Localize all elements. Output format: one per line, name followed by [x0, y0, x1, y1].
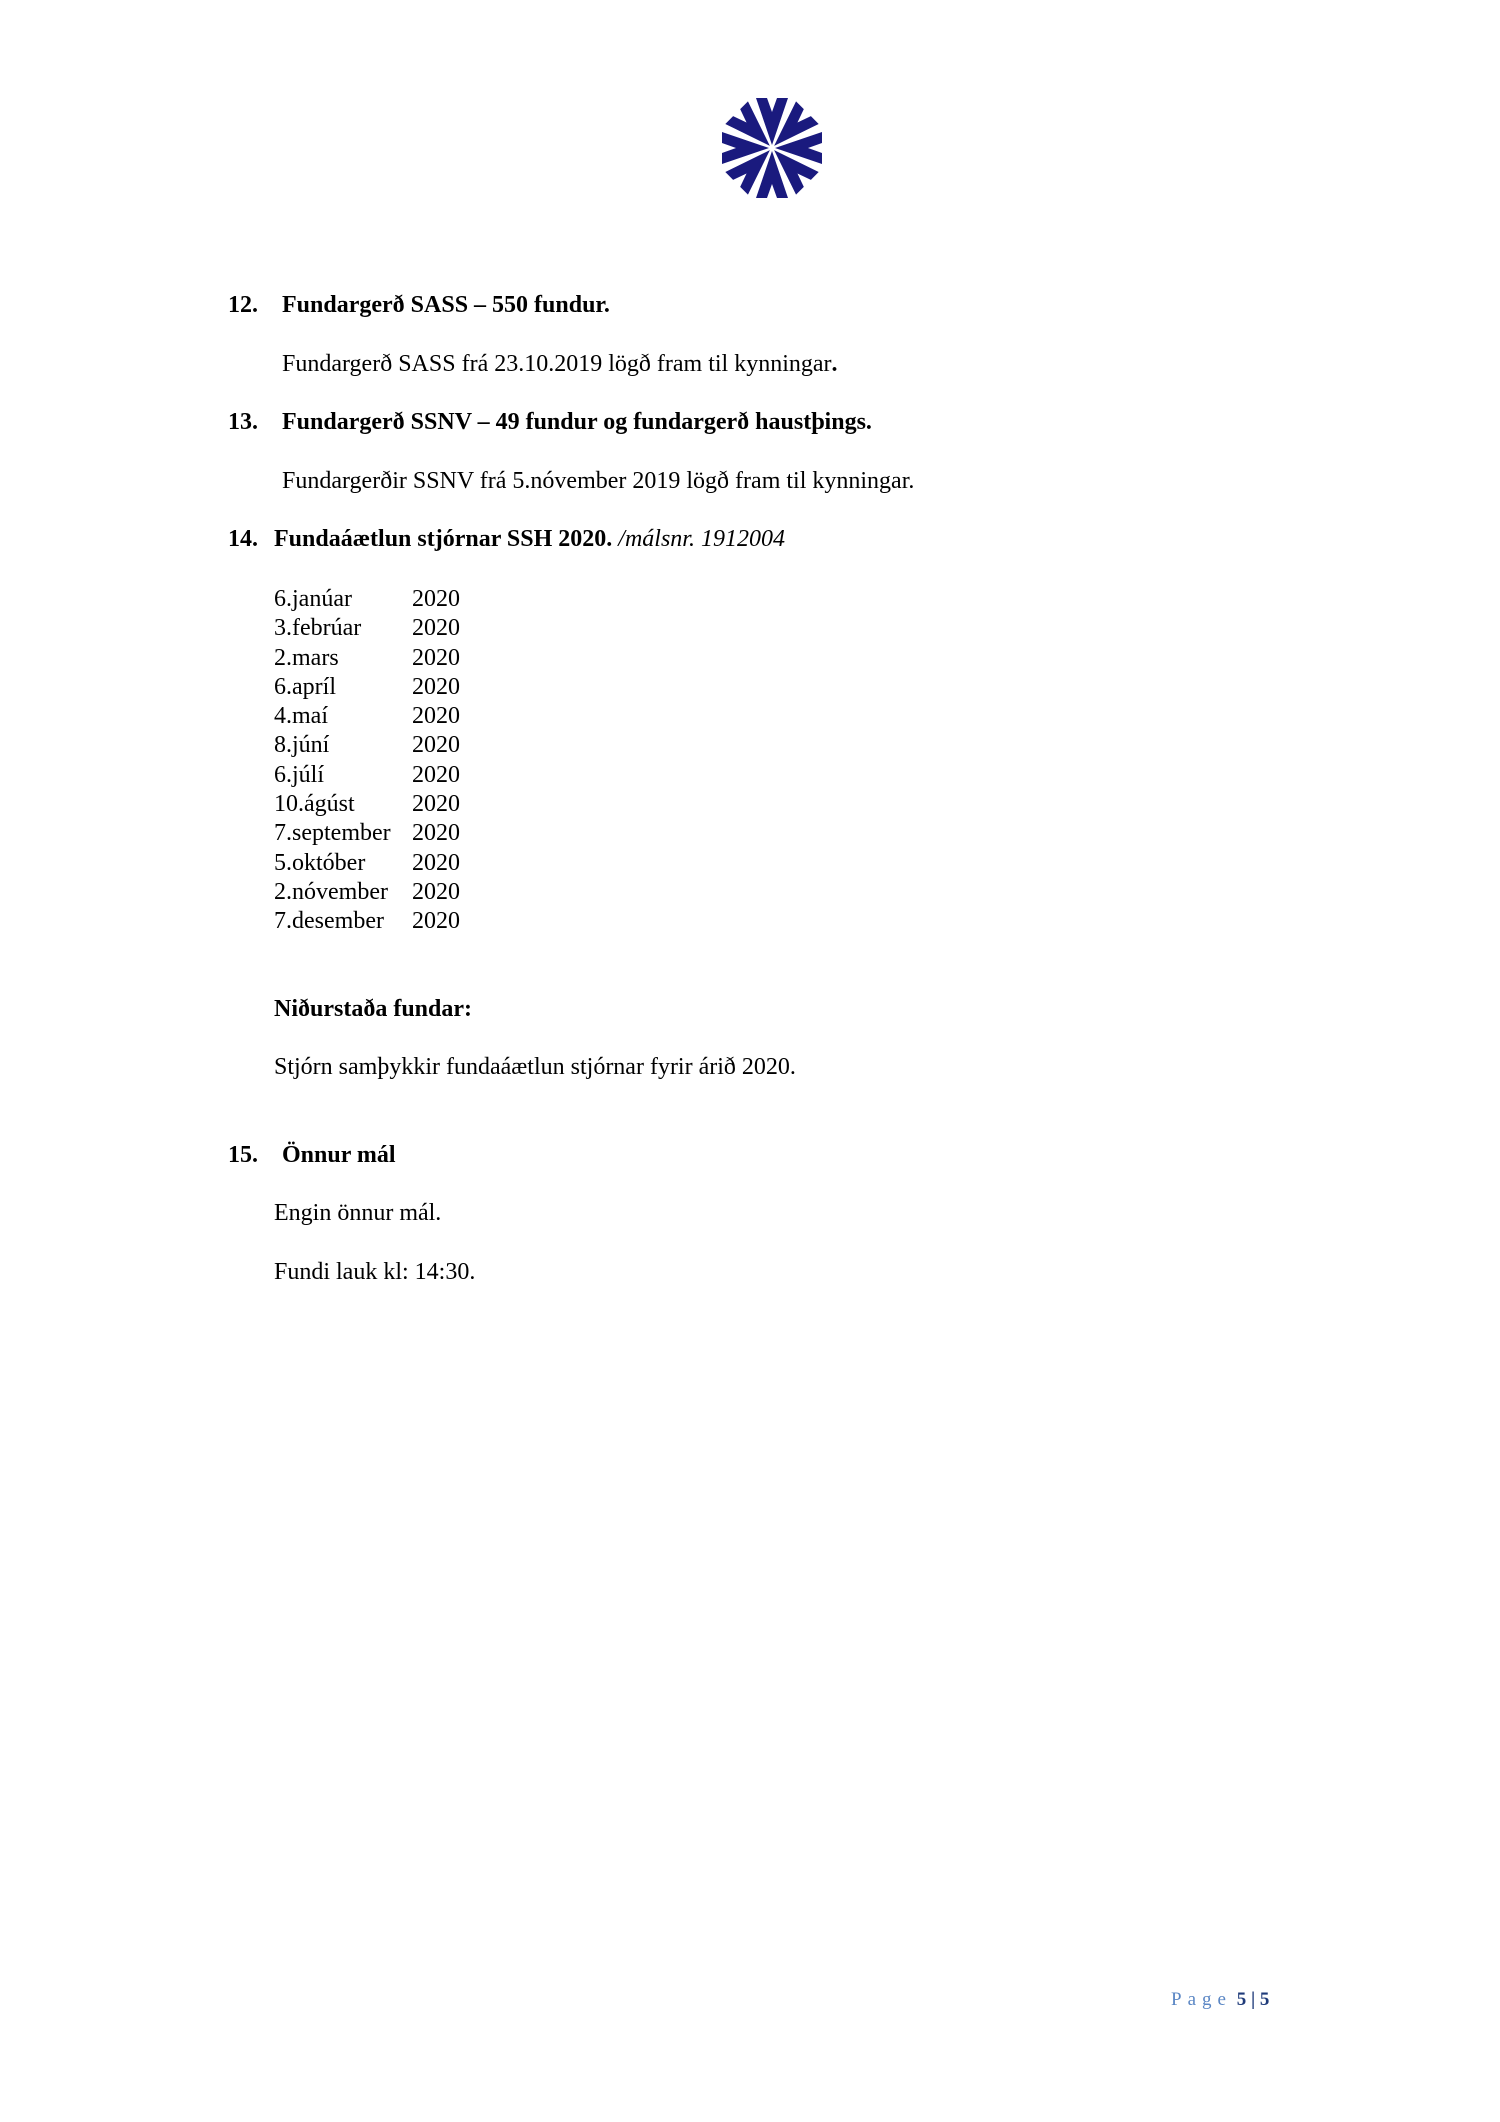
schedule-row: 6.júlí 2020 — [274, 761, 460, 788]
section-14-heading — [228, 526, 785, 553]
section-12-body: Fundargerð SASS frá 23.10.2019 lögð fram til kynningar. — [282, 351, 838, 377]
section-number: 15. — [228, 1142, 258, 1168]
result-text: Stjórn samþykkir fundaáætlun stjórnar fyrir árið 2020. — [274, 1054, 796, 1080]
section-title: Fundargerð SSNV – 49 fundur og fundargerð haustþings. — [282, 409, 872, 435]
case-reference: /málsnr. 1912004 — [618, 526, 785, 552]
schedule-row: 2.nóvember 2020 — [274, 878, 460, 905]
snowflake-star-logo — [717, 93, 827, 203]
section-number: 12. — [228, 292, 258, 318]
page-number: 5 | 5 — [1236, 1989, 1270, 2010]
schedule-row: 4.maí 2020 — [274, 703, 460, 730]
schedule-row: 8.júní 2020 — [274, 732, 460, 759]
schedule-row: 3.febrúar 2020 — [274, 615, 460, 642]
section-title: Fundargerð SASS – 550 fundur. — [282, 292, 610, 318]
closing-text: Fundi lauk kl: 14:30. — [274, 1259, 476, 1285]
section-13-body: Fundargerðir SSNV frá 5.nóvember 2019 lögð fram til kynningar. — [282, 468, 915, 494]
meeting-schedule — [274, 585, 460, 937]
section-title: Fundaáætlun stjórnar SSH 2020. — [274, 526, 613, 552]
schedule-row: 7.september 2020 — [274, 820, 460, 847]
section-15-body: Engin önnur mál. — [274, 1200, 442, 1226]
schedule-row: 2.mars 2020 — [274, 644, 460, 671]
section-number: 14. — [228, 526, 258, 552]
schedule-row: 6.janúar 2020 — [274, 586, 460, 612]
section-12-heading — [228, 292, 610, 319]
result-heading: Niðurstaða fundar: — [274, 996, 473, 1022]
schedule-row: 10.ágúst 2020 — [274, 791, 460, 818]
section-title: Önnur mál — [282, 1142, 396, 1168]
schedule-row: 6.apríl 2020 — [274, 673, 460, 700]
page-footer — [1171, 1989, 1269, 2011]
page-label: Page — [1171, 1989, 1232, 2010]
schedule-row: 5.október 2020 — [274, 849, 460, 876]
section-number: 13. — [228, 409, 258, 435]
section-15-heading — [228, 1142, 396, 1169]
section-13-heading — [228, 409, 872, 436]
schedule-row: 7.desember 2020 — [274, 908, 460, 935]
